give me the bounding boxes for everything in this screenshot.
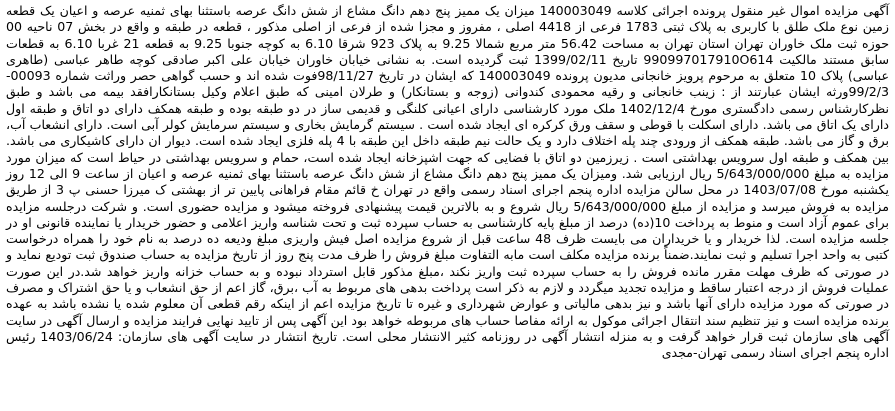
notice-body-text: آگهی مزایده اموال غیر منقول پرونده اجرائی کلاسه 140003049 میزان یک ممیز پنج دهم دانگ مشاع از شش دانگ عرصه باستثنا بهای ثمنیه عرصه و اعیان یک قطعه زمین نوع ملک طلق با کاربری به پلاک ثبتی 1783 فرعی از 4418 اصلی ، مفروز و مجزا شده از فرعی از اصلی مذکور ، قطعه در طبقه و واقع در بخش 07 ناحیه 00 حوزه ثبت ملک خاوران تهران استان تهران به مساحت 56.42 متر مربع شمالا 9.25 به پلاک 923 شرقا 6.10 به کوچه جنوبا 9.25 به قطعه 21 غربا 6.10 به قطعات سابق مستند مالکیت 990997017910O614 تاریخ 1399/02/11 ثبت گردیده است. به نشانی خیابان خاوران خیابان علی اکبر صادقی کوچه طاهر عباسی (طاهری عباسی) پلاک 10 متعلق به مرحوم پرویز خانجانی مدیون پرونده 140003049 که ایشان در تاریخ 98/11/27فوت شده اند و حسب گواهی حصر وراثت شماره 00093-99/2/3ورثه ایشان عبارتند از : زینب خانجانی و رقیه محمودی کندوانی (زوجه و بستانکار) و طرلان امینی که طبق اعلام وکیل بستانکارافقد بیمه می باشد و طبق نظرکارشناس رسمی دادگستری مورخ 1402/12/4 ملک مورد کارشناسی دارای اعیانی کلنگی و قدیمی ساز در دو طبقه بوده و طبقه همکف دارای دو اتاق و طبقه اول دارای یک اتاق می باشد. دارای اسکلت با قوطی و سقف ورق کرکره ای ایجاد شده است . سیستم گرمایش بخاری و سیستم سرمایش کولر آبی است. دارای انشعاب آب، برق و گاز می باشد. طبقه همکف از ورودی چند پله اختلاف دارد و یک حالت نیم طبقه داخل این طبقه با 4 پله فلزی ایجاد شده است. دیوار ان دارای کاشیکاری می باشد. بین همکف و طبقه اول سرویس بهداشتی است . زیرزمین دو اتاق با فضایی که جهت اشپزخانه ایجاد شده است، حمام و سرویس بهداشتی در حیاط است که میزان مورد مزایده به مبلغ 5/643/000/000 ریال ارزیابی شد. ومیزان یک ممیز پنج دهم دانگ مشاع از شش دانگ عرصه باستثنا بهای ثمنیه عرصه و اعیان از ساعت 9 الی 12 روز یکشنبه مورخ 1403/07/08 در محل سالن مزایده اداره پنجم اجرای اسناد رسمی واقع در تهران خ قائم مقام فراهانی پایین تر از بهشتی ک میرزا حسنی پ 3 از طریق مزایده به فروش میرسد و مزایده از مبلغ 5/643/000/000 ریال شروع و به بالاترین قیمت پیشنهادی فروخته میشود و مزایده حضوری است. و شرکت درجلسه مزایده برای عموم آزاد است و منوط به پرداخت 10(ده) درصد از مبلغ پایه کارشناسی به حساب سپرده ثبت و تحت شناسه واریز اعلامی و حضور خریدار یا نماینده قانونی او در جلسه مزایده است. لذا خریدار و یا خریداران می بایست ظرف 48 ساعت قبل از شروع مزایده اصل فیش واریزی مبلغ ودیعه ده درصد به نام خود را همراه درخواست کتبی به واحد اجرا تسلیم و ثبت نمایند.ضمناً برنده مزایده مکلف است مابه التفاوت مبلغ فروش را ظرف مدت پنج روز از تاریخ مزایده به حساب صندوق ثبت تودیع نماید و در صورتی که ظرف مهلت مقرر مانده فروش را به حساب سپرده ثبت واریز نکند ،مبلغ مذکور قابل استرداد نبوده و به حساب خزانه واریز خواهد شد.در این صورت عملیات فروش از درجه اعتبار ساقط و مزایده تجدید میگردد و لازم به ذکر است پرداخت بدهی های مربوط به آب ،برق، گاز اعم از حق انشعاب و یا حق اشتراک و مصرف در صورتی که مورد مزایده دارای آنها باشد و نیز بدهی مالیاتی و عوارض شهرداری و غیره تا تاریخ مزایده اعم از اینکه رقم قطعی آن معلوم شده یا نشده باشد به عهده برنده مزایده است و نیز تنظیم سند انتقال اجرائی موکول به ارائه مفاصا حساب های مربوطه خواهد بود این آگهی پس از تایید نهایی فرایند مزایده و ارسال آگهی در سایت آگهی های سازمان ثبت قرار خواهد گرفت و به منزله انتشار آگهی در روزنامه کثیر الانتشار محلی است. تاریخ انتشار در سایت آگهی های سازمان: 1403/06/24 رئیس اداره پنجم اجرای اسناد رسمی تهران-مجدی xyxy=(6,3,890,361)
